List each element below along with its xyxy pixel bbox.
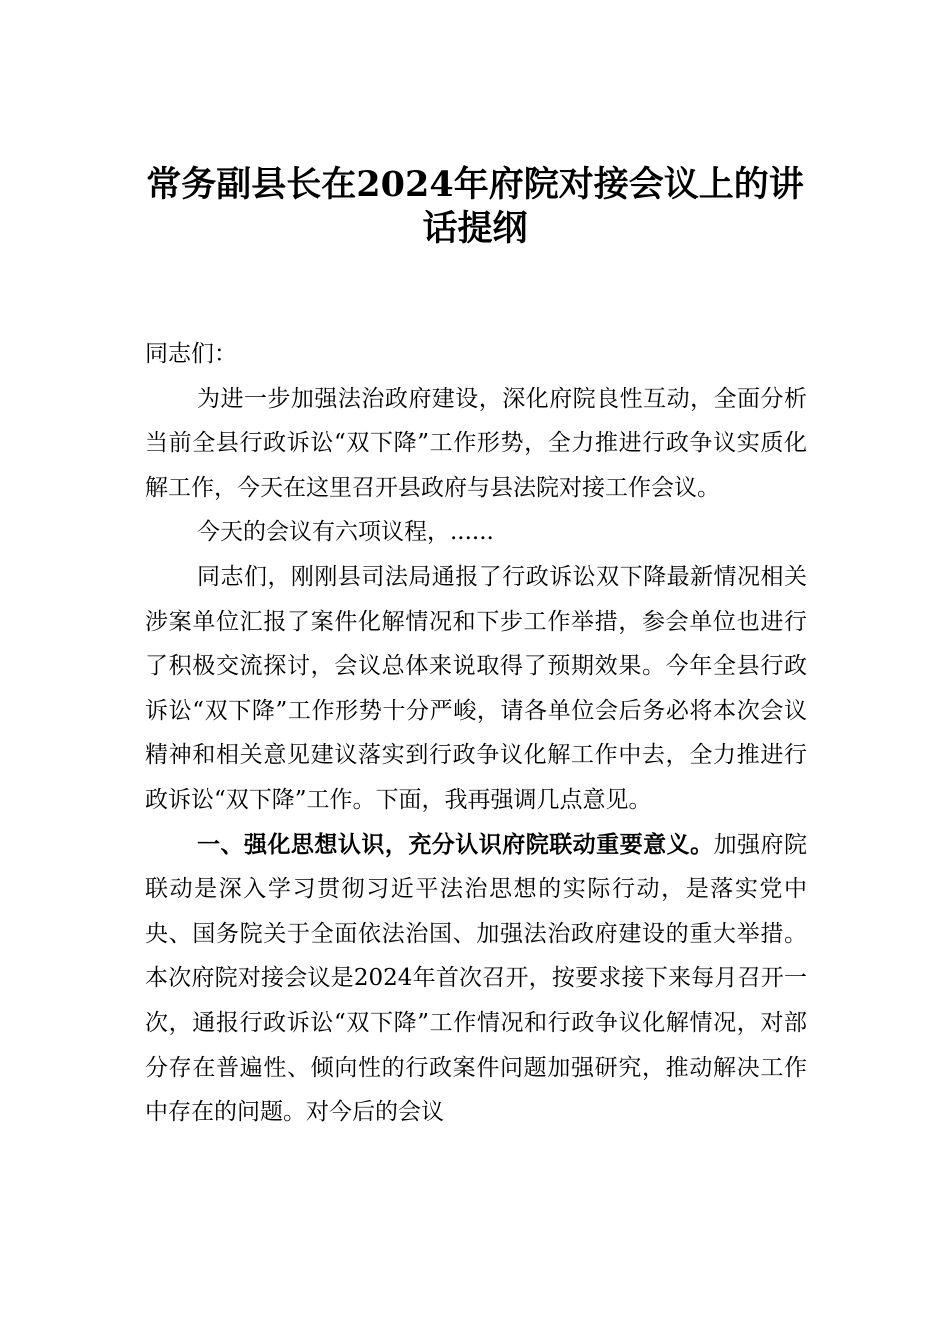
salutation: 同志们： <box>145 341 237 367</box>
paragraph-intro: 为进一步加强法治政府建设，深化府院良性互动，全面分析当前全县行政诉讼“双下降”工作形势，全力推进行政争议实质化解工作，今天在这里召开县政府与县法院对接工作会议。 <box>145 385 807 501</box>
document-title-line-1: 常务副县长在2024年府院对接会议上的讲 <box>146 164 804 205</box>
section-1-paragraph <box>145 823 807 1135</box>
document-body <box>145 332 807 1135</box>
paragraph-summary: 同志们，刚刚县司法局通报了行政诉讼双下降最新情况相关涉案单位汇报了案件化解情况和下步工作举措，参会单位也进行了积极交流探讨，会议总体来说取得了预期效果。今年全县行政诉讼“双下降”工作形势十分严峻，请各单位会后务必将本次会议精神和相关意见建议落实到行政争议化解工作中去，全力推进行政诉讼“双下降”工作。下面，我再强调几点意见。 <box>145 563 807 813</box>
document-title-line-2: 话提纲 <box>422 208 528 249</box>
paragraph-agenda: 今天的会议有六项议程，...... <box>197 519 494 546</box>
section-1-body: 加强府院联动是深入学习贯彻习近平法治思想的实际行动，是落实党中央、国务院关于全面依法治国、加强法治政府建设的重大举措。本次府院对接会议是2024年首次召开，按要求接下来每月召开一次，通报行政诉讼“双下降”工作情况和行政争议化解情况，对部分存在普遍性、倾向性的行政案件问题加强研究，推动解决工作中存在的问题。对今后的会议 <box>145 831 808 1126</box>
section-1-heading: 一、强化思想认识，充分认识府院联动重要意义。 <box>197 831 714 858</box>
